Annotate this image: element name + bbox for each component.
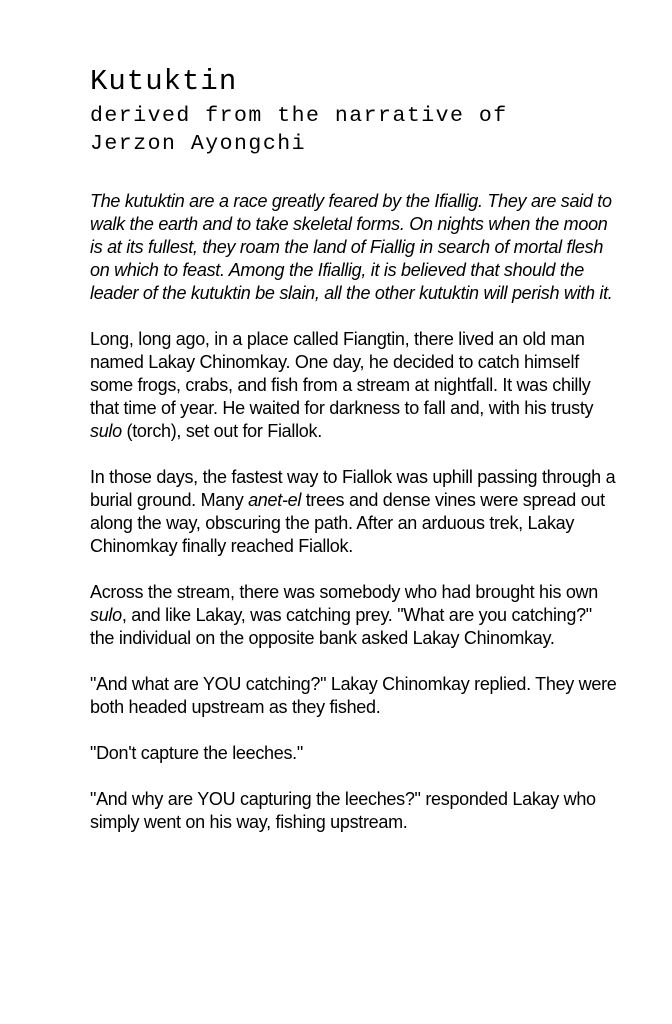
paragraph-2-text-a: In those days, the fastest way to Fiallok was uphill passing through a burial ground. Many	[90, 467, 616, 510]
intro-paragraph: The kutuktin are a race greatly feared by the Ifiallig. They are said to walk the earth and to take skeletal forms. On nights when the moon is at its fullest, they roam the land of Fiallig in search of mortal flesh on which to feast. Among the Ifiallig, it is believed that should the leader of the kutuktin be slain, all the other kutuktin will perish with it.	[90, 191, 613, 303]
subtitle-line-1: derived from the narrative of	[90, 104, 508, 128]
paragraph-1-emphasis: sulo	[90, 421, 122, 441]
paragraph-3-emphasis: sulo	[90, 605, 122, 625]
paragraph-6: "And why are YOU capturing the leeches?" responded Lakay who simply went on his way, fishing upstream.	[90, 789, 596, 832]
story-title: Kutuktin	[90, 65, 238, 98]
paragraph-3	[90, 581, 620, 650]
paragraph-2-text-b: trees and dense vines were spread out along the way, obscuring the path. After an arduous trek, Lakay Chinomkay finally reached Fiallok.	[90, 490, 605, 556]
paragraph-4: "And what are YOU catching?" Lakay Chinomkay replied. They were both headed upstream as they fished.	[90, 674, 617, 717]
paragraph-3-text-a: Across the stream, there was somebody who had brought his own	[90, 582, 598, 602]
paragraph-1	[90, 328, 620, 443]
paragraph-5: "Don't capture the leeches."	[90, 743, 303, 763]
paragraph-2	[90, 466, 620, 558]
subtitle-line-2: Jerzon Ayongchi	[90, 132, 307, 156]
story-subtitle	[90, 102, 620, 158]
paragraph-3-text-b: , and like Lakay, was catching prey. "What are you catching?" the individual on the opposite bank asked Lakay Chinomkay.	[90, 605, 592, 648]
paragraph-1-text-b: (torch), set out for Fiallok.	[121, 421, 322, 441]
paragraph-1-text-a: Long, long ago, in a place called Fiangtin, there lived an old man named Lakay Chinomkay. One day, he decided to catch himself some frogs, crabs, and fish from a stream at nightfall. It was chilly that time of year. He waited for darkness to fall and, with his trusty	[90, 329, 594, 418]
paragraph-2-emphasis: anet-el	[248, 490, 302, 510]
document-page	[90, 64, 620, 834]
